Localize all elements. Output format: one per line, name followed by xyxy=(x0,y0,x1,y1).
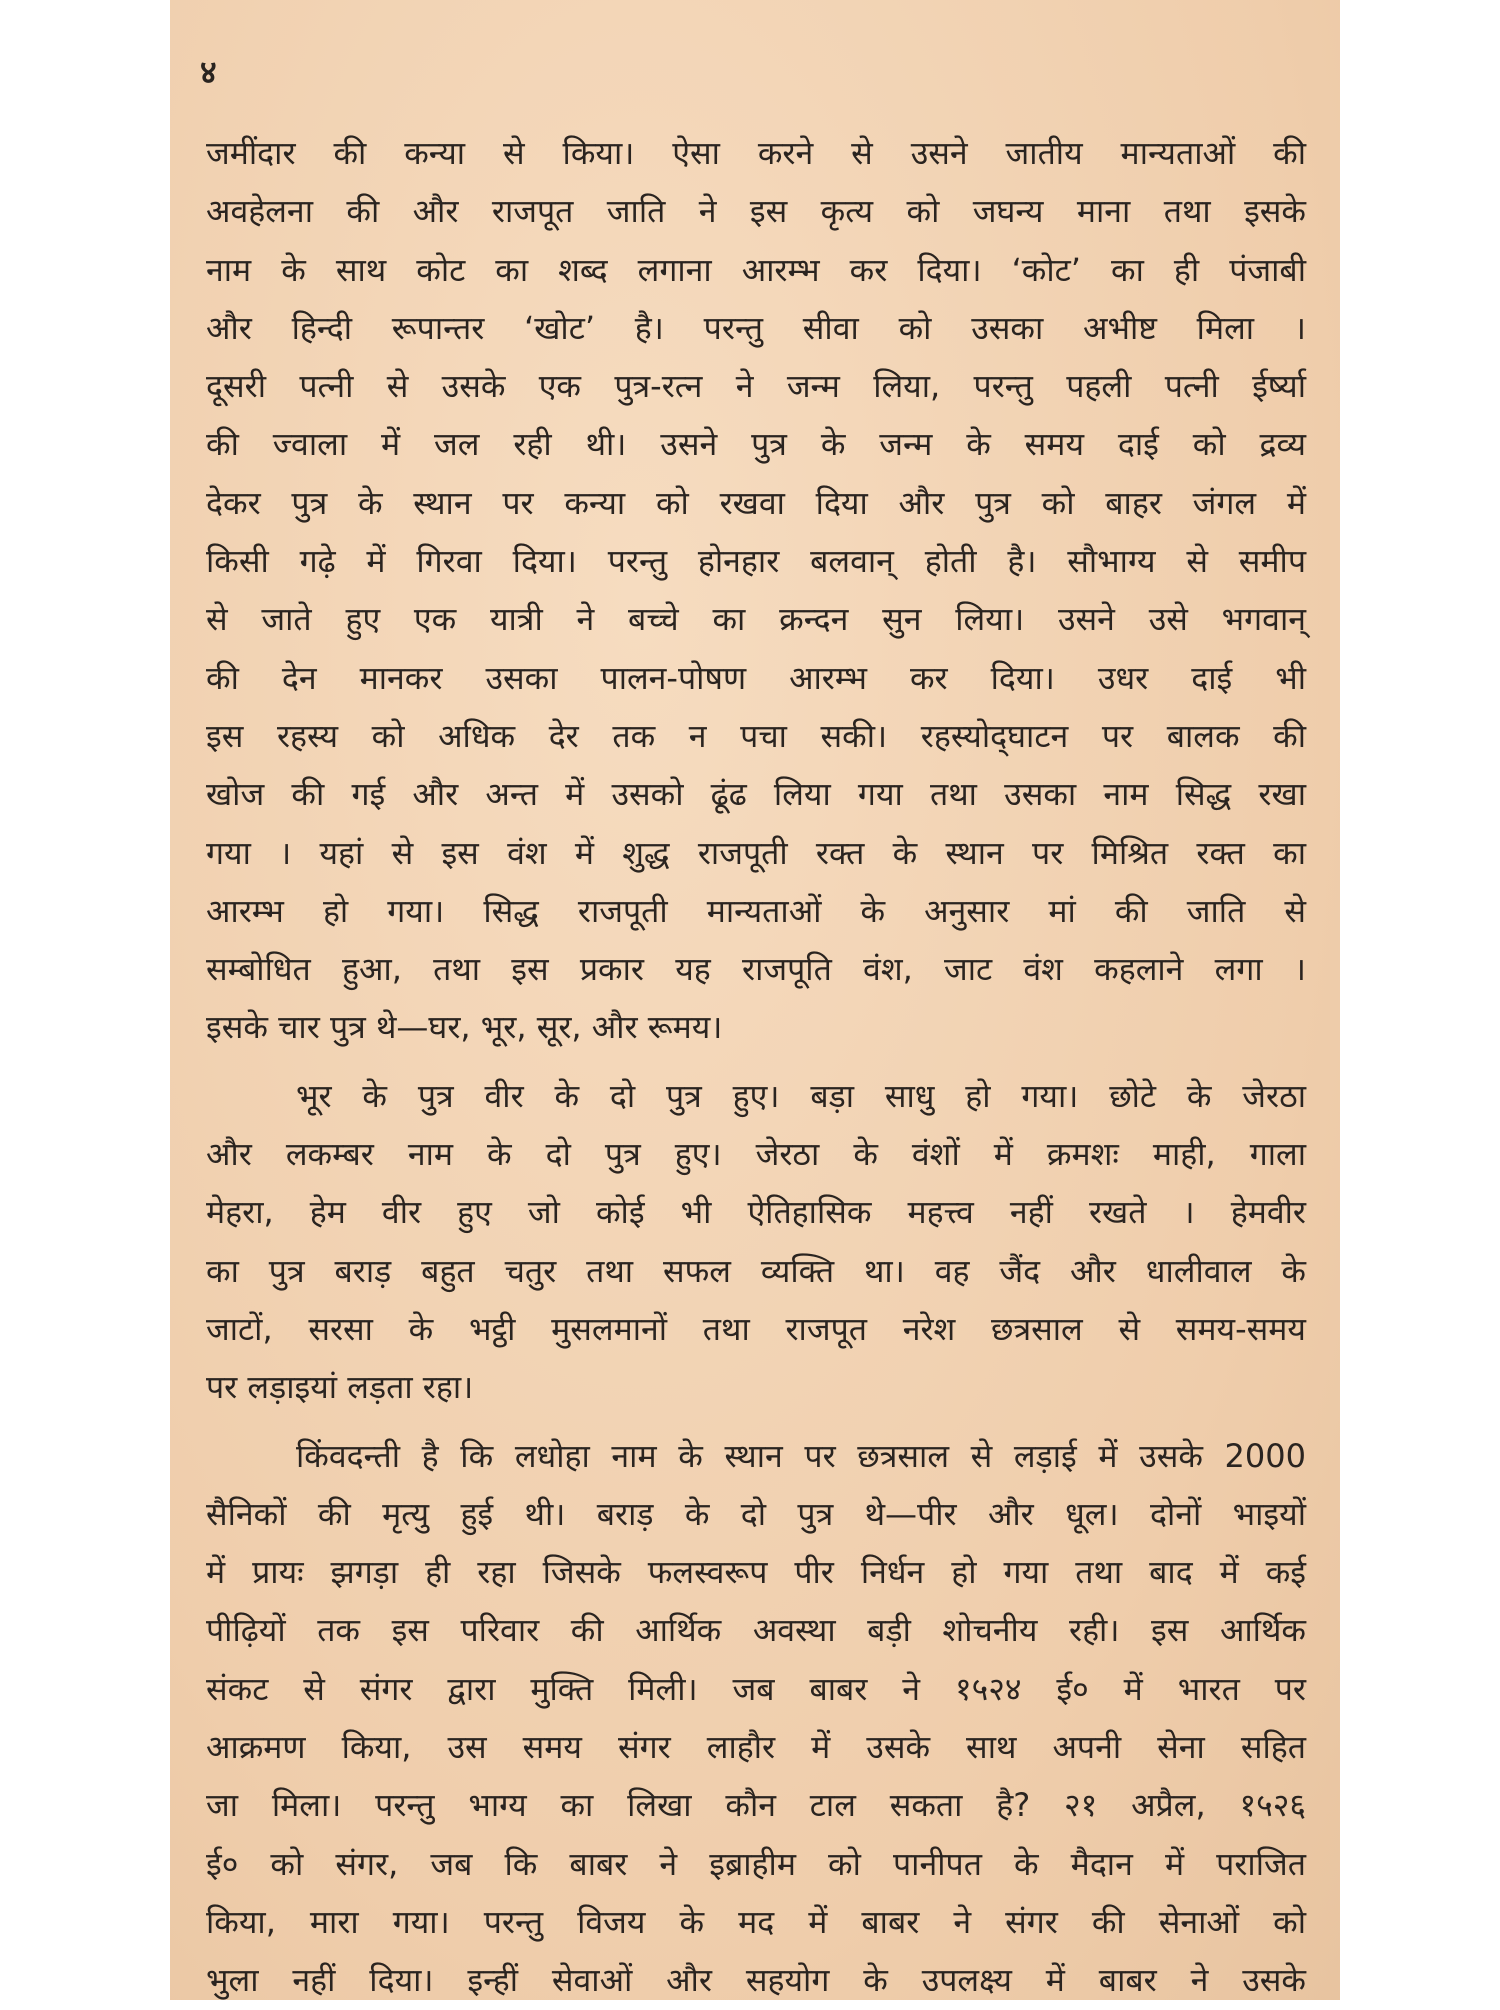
paragraph-gap xyxy=(206,1057,1306,1067)
text-line: देकर पुत्र के स्थान पर कन्या को रखवा दिया और पुत्र को बाहर जंगल में xyxy=(206,483,1306,522)
paragraph-2 xyxy=(206,1067,1306,1417)
paragraph-gap xyxy=(206,1417,1306,1427)
text-line: और लकम्बर नाम के दो पुत्र हुए। जेरठा के वंशों में क्रमशः माही, गाला xyxy=(206,1135,1306,1174)
text-line: किसी गढ़े में गिरवा दिया। परन्तु होनहार बलवान् होती है। सौभाग्य से समीप xyxy=(206,542,1306,581)
text-line: दूसरी पत्नी से उसके एक पुत्र-रत्न ने जन्म लिया, परन्तु पहली पत्नी ईर्ष्या xyxy=(206,367,1306,406)
text-line: संकट से संगर द्वारा मुक्ति मिली। जब बाबर ने १५२४ ई० में भारत पर xyxy=(206,1669,1306,1708)
text-line: का पुत्र बराड़ बहुत चतुर तथा सफल व्यक्ति था। वह जैंद और धालीवाल के xyxy=(206,1251,1306,1290)
paragraph-1 xyxy=(206,124,1306,1057)
text-line: अवहेलना की और राजपूत जाति ने इस कृत्य को जघन्य माना तथा इसके xyxy=(206,192,1306,231)
text-line: नाम के साथ कोट का शब्द लगाना आरम्भ कर दिया। ‘कोट’ का ही पंजाबी xyxy=(206,250,1306,289)
text-line: गया । यहां से इस वंश में शुद्ध राजपूती रक्त के स्थान पर मिश्रित रक्त का xyxy=(206,833,1306,872)
text-line: और हिन्दी रूपान्तर ‘खोट’ है। परन्तु सीवा को उसका अभीष्ट मिला । xyxy=(206,308,1306,347)
text-line: जा मिला। परन्तु भाग्य का लिखा कौन टाल सकता है? २१ अप्रैल, १५२६ xyxy=(206,1786,1306,1825)
text-line: पीढ़ियों तक इस परिवार की आर्थिक अवस्था बड़ी शोचनीय रही। इस आर्थिक xyxy=(206,1611,1306,1650)
text-line: की ज्वाला में जल रही थी। उसने पुत्र के जन्म के समय दाई को द्रव्य xyxy=(206,425,1306,464)
text-line: पर लड़ाइयां लड़ता रहा। xyxy=(206,1368,474,1407)
text-line: किया, मारा गया। परन्तु विजय के मद में बाबर ने संगर की सेनाओं को xyxy=(206,1902,1306,1941)
text-line: भूर के पुत्र वीर के दो पुत्र हुए। बड़ा साधु हो गया। छोटे के जेरठा xyxy=(296,1076,1306,1115)
text-line: से जाते हुए एक यात्री ने बच्चे का क्रन्दन सुन लिया। उसने उसे भगवान् xyxy=(206,600,1306,639)
text-line: में प्रायः झगड़ा ही रहा जिसके फलस्वरूप पीर निर्धन हो गया तथा बाद में कई xyxy=(206,1553,1306,1592)
book-page xyxy=(170,0,1340,2000)
text-line: जाटों, सरसा के भट्ठी मुसलमानों तथा राजपूत नरेश छत्रसाल से समय-समय xyxy=(206,1309,1306,1348)
paragraph-3 xyxy=(206,1427,1306,2010)
text-line: इसके चार पुत्र थे—घर, भूर, सूर, और रूमय। xyxy=(206,1008,723,1047)
text-line: भुला नहीं दिया। इन्हीं सेवाओं और सहयोग के उपलक्ष्य में बाबर ने उसके xyxy=(206,1961,1306,2000)
text-line: सैनिकों की मृत्यु हुई थी। बराड़ के दो पुत्र थे—पीर और धूल। दोनों भाइयों xyxy=(206,1494,1306,1533)
text-line: मेहरा, हेम वीर हुए जो कोई भी ऐतिहासिक महत्त्व नहीं रखते । हेमवीर xyxy=(206,1193,1306,1232)
text-line: इस रहस्य को अधिक देर तक न पचा सकी। रहस्योद्‌घाटन पर बालक की xyxy=(206,716,1306,755)
text-line: जमींदार की कन्या से किया। ऐसा करने से उसने जातीय मान्यताओं की xyxy=(206,134,1306,172)
text-line: किंवदन्ती है कि लधोहा नाम के स्थान पर छत्रसाल से लड़ाई में उसके 2000 xyxy=(296,1436,1306,1475)
text-line: खोज की गई और अन्त में उसको ढूंढ लिया गया तथा उसका नाम सिद्ध रखा xyxy=(206,775,1306,814)
text-line: की देन मानकर उसका पालन-पोषण आरम्भ कर दिया। उधर दाई भी xyxy=(206,658,1306,697)
text-line: सम्बोधित हुआ, तथा इस प्रकार यह राजपूति वंश, जाट वंश कहलाने लगा । xyxy=(206,950,1306,989)
text-line: आक्रमण किया, उस समय संगर लाहौर में उसके साथ अपनी सेना सहित xyxy=(206,1728,1306,1767)
text-line: आरम्भ हो गया। सिद्ध राजपूती मान्यताओं के अनुसार मां की जाति से xyxy=(206,891,1306,930)
body-text xyxy=(206,124,1306,2010)
page-number: ४ xyxy=(200,53,217,91)
text-line: ई० को संगर, जब कि बाबर ने इब्राहीम को पानीपत के मैदान में पराजित xyxy=(206,1844,1306,1883)
